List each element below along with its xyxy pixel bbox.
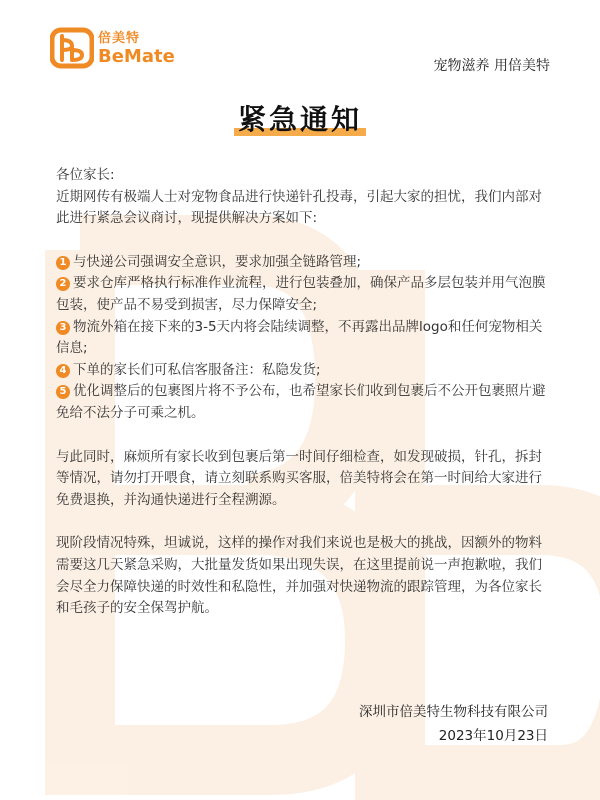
signature-date: 2023年10月23日 bbox=[438, 728, 548, 744]
brand-logo bbox=[50, 26, 180, 76]
paragraph-apology: 现阶段情况特殊，坦诚说，这样的操作对我们来说也是极大的挑战，因额外的物料需要这几天紧急采购，大批量发货如果出现失误，在这里提前说一声抱歉啦，我们会尽全力保障快递的时效性和私隐性，并加强对快递物流的跟踪管理，为各位家长和毛孩子的安全保驾护航。 bbox=[56, 535, 542, 617]
number-badge-icon: 4 bbox=[56, 364, 70, 378]
bemate-logo-icon bbox=[50, 26, 94, 70]
intro-paragraph: 近期网传有极端人士对宠物食品进行快递针孔投毒，引起大家的担忧，我们内部对此进行紧急会议商讨，现提供解决方案如下: bbox=[56, 188, 542, 227]
list-item: 5 优化调整后的包裹图片将不予公布，也希望家长们收到包裹后不公开包裹照片避免给不法分子可乘之机。 bbox=[56, 383, 546, 421]
list-item: 1 与快递公司强调安全意识，要求加强全链路管理; bbox=[56, 252, 550, 274]
list-item: 4 下单的家长们可私信客服备注：私隐发货; bbox=[56, 360, 550, 382]
number-badge-icon: 1 bbox=[56, 256, 70, 270]
list-item: 2 要求仓库严格执行标准作业流程，进行包装叠加，确保产品多层包装并用气泡膜包装，使产品不易受到损害，尽力保障安全; bbox=[56, 275, 546, 313]
signature-company: 深圳市倍美特生物科技有限公司 bbox=[359, 704, 548, 720]
number-badge-icon: 5 bbox=[56, 385, 70, 399]
list-item: 3 物流外箱在接下来的3-5天内将会陆续调整，不再露出品牌logo和任何宠物相关信息; bbox=[56, 318, 543, 357]
number-badge-icon: 2 bbox=[56, 277, 70, 291]
notice-title: 紧急通知 bbox=[234, 98, 366, 138]
notice-body bbox=[56, 165, 550, 620]
brand-slogan: 宠物滋养 用倍美特 bbox=[433, 58, 550, 74]
number-badge-icon: 3 bbox=[56, 321, 70, 335]
paragraph-inspection: 与此同时，麻烦所有家长收到包裹后第一时间仔细检查，如发现破损，针孔，拆封等情况，请勿打开喂食，请立刻联系购买客服，倍美特将会在第一时间给大家进行免费退换，并沟通快递进行全程溯源。 bbox=[56, 448, 542, 508]
greeting: 各位家长: bbox=[56, 167, 115, 183]
logo-english-name: BeMate bbox=[98, 46, 175, 67]
logo-chinese-name: 倍美特 bbox=[98, 31, 141, 46]
